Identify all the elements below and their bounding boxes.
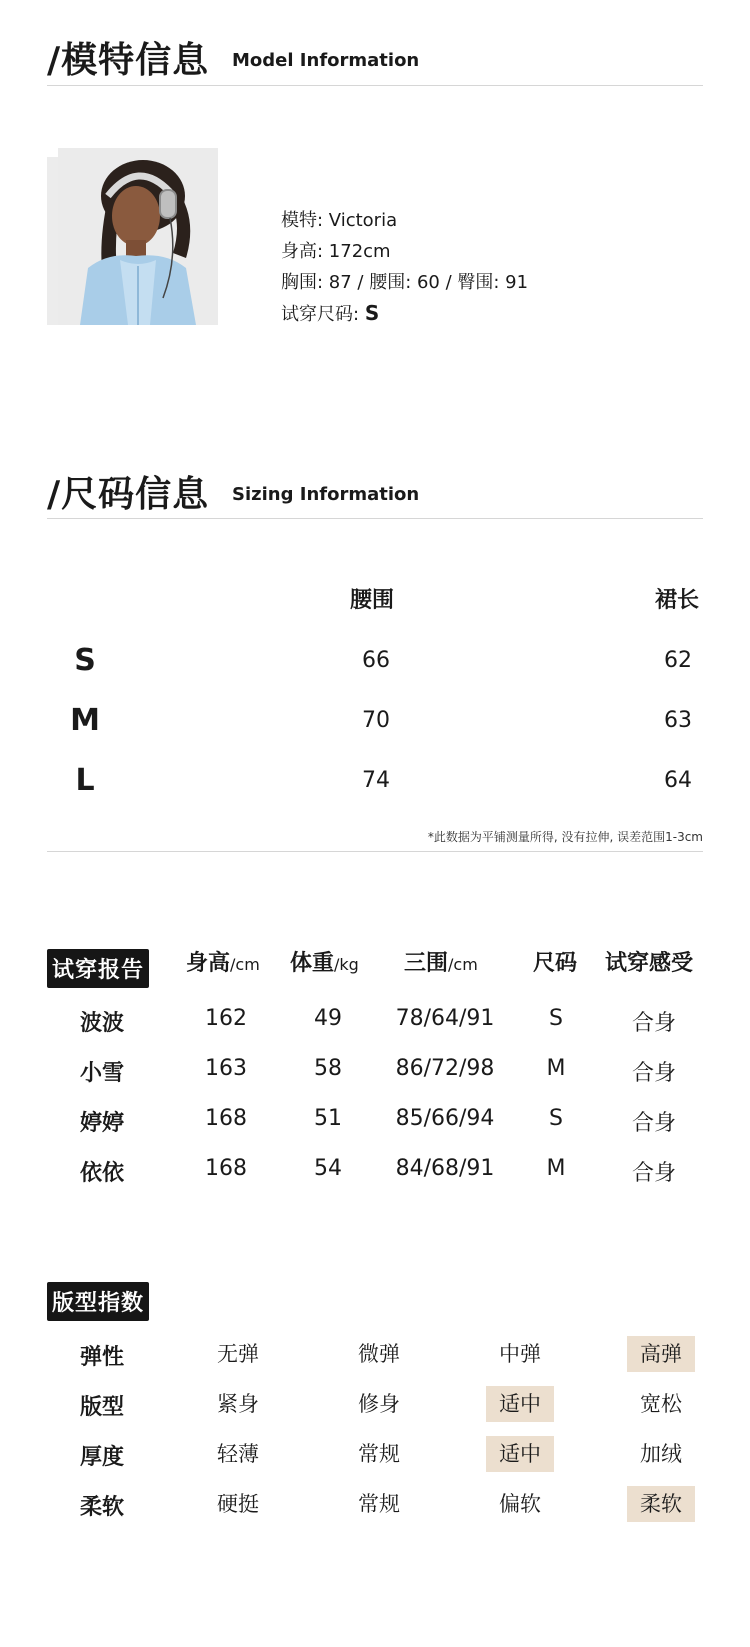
fit-option: 轻薄 (217, 1442, 259, 1466)
model-tried-size-line (281, 298, 528, 330)
size-col-length: 裙长 (655, 588, 700, 613)
size-waist-value: 66 (362, 648, 390, 673)
fit-option-selected: 高弹 (627, 1336, 695, 1372)
fit-row-label: 版型 (79, 1395, 124, 1420)
report-name: 婷婷 (79, 1111, 124, 1136)
model-measurements: 胸围: 87 / 腰围: 60 / 臀围: 91 (281, 272, 529, 293)
report-height: 168 (205, 1106, 247, 1131)
model-height-line: 身高: 172cm (281, 241, 391, 262)
fit-option-selected: 适中 (486, 1386, 554, 1422)
report-feel: 合身 (631, 1061, 676, 1086)
fit-option-selected: 柔软 (627, 1486, 695, 1522)
fit-row-label: 厚度 (79, 1445, 124, 1470)
size-length-value: 63 (664, 708, 692, 733)
report-feel: 合身 (631, 1011, 676, 1036)
report-measures: 78/64/91 (395, 1006, 495, 1031)
model-section-header (47, 32, 703, 92)
fit-option: 修身 (358, 1392, 400, 1416)
model-illustration (58, 148, 218, 325)
size-label: M (70, 703, 100, 738)
fit-option: 紧身 (217, 1392, 259, 1416)
model-section-title: /模特信息 (47, 40, 210, 81)
fit-row-label: 弹性 (79, 1345, 124, 1370)
size-length-value: 62 (664, 648, 692, 673)
measurement-note: *此数据为平铺测量所得, 没有拉伸, 误差范围1-3cm (427, 830, 703, 844)
fit-option-selected: 适中 (486, 1436, 554, 1472)
report-badge: 试穿报告 (47, 949, 149, 988)
model-name-line: 模特: Victoria (281, 210, 398, 231)
report-col-measures (404, 946, 478, 977)
report-weight: 51 (314, 1106, 342, 1131)
report-col-feel (605, 946, 693, 977)
report-measures: 85/66/94 (395, 1106, 495, 1131)
report-weight: 54 (314, 1156, 342, 1181)
model-height-label: 身高 (281, 241, 317, 262)
fit-option: 中弹 (499, 1342, 541, 1366)
fit-option: 宽松 (640, 1392, 682, 1416)
report-measures: 86/72/98 (395, 1056, 495, 1081)
report-col-weight (290, 946, 359, 977)
model-name-value: Victoria (328, 210, 398, 231)
report-name: 波波 (79, 1011, 124, 1036)
report-col-label: 试穿感受 (605, 951, 694, 976)
fit-option: 偏软 (499, 1492, 541, 1516)
size-waist-value: 74 (362, 768, 390, 793)
fit-option: 无弹 (217, 1342, 259, 1366)
report-size: M (546, 1156, 566, 1181)
size-label: L (75, 763, 95, 798)
model-height-value: 172cm (328, 241, 391, 262)
fit-option: 常规 (358, 1442, 400, 1466)
size-label: S (74, 643, 96, 678)
size-waist-value: 70 (362, 708, 390, 733)
report-weight: 58 (314, 1056, 342, 1081)
sizing-section-header (47, 466, 703, 526)
report-name: 小雪 (79, 1061, 124, 1086)
fit-row-label: 柔软 (79, 1495, 124, 1520)
model-tried-size-value: S (364, 301, 380, 325)
report-col-unit: /kg (334, 955, 359, 974)
report-feel: 合身 (631, 1161, 676, 1186)
report-name: 依依 (79, 1161, 124, 1186)
fit-option: 硬挺 (217, 1492, 259, 1516)
report-col-height (186, 946, 260, 977)
fit-option: 加绒 (640, 1442, 682, 1466)
model-photo (58, 148, 218, 325)
report-col-label: 尺码 (533, 951, 578, 976)
report-size: M (546, 1056, 566, 1081)
report-col-label: 体重 (290, 951, 335, 976)
report-size: S (549, 1106, 563, 1131)
report-height: 163 (205, 1056, 247, 1081)
report-feel: 合身 (631, 1111, 676, 1136)
size-length-value: 64 (664, 768, 692, 793)
model-tried-size-label: 试穿尺码: (281, 304, 360, 325)
report-height: 168 (205, 1156, 247, 1181)
sizing-section-title: /尺码信息 (47, 474, 210, 515)
report-height: 162 (205, 1006, 247, 1031)
size-col-waist: 腰围 (350, 588, 395, 613)
model-section-subtitle: Model Information (232, 50, 420, 71)
fit-option: 常规 (358, 1492, 400, 1516)
sizing-bottom-divider (47, 851, 703, 852)
report-col-label: 身高 (186, 951, 231, 976)
sizing-section-divider (47, 518, 703, 519)
report-size: S (549, 1006, 563, 1031)
report-col-size (533, 946, 577, 977)
model-info-block (281, 205, 528, 330)
report-col-unit: /cm (230, 955, 260, 974)
report-measures: 84/68/91 (395, 1156, 495, 1181)
sizing-section-subtitle: Sizing Information (232, 484, 420, 505)
fit-option: 微弹 (358, 1342, 400, 1366)
model-section-divider (47, 85, 703, 86)
report-weight: 49 (314, 1006, 342, 1031)
report-col-unit: /cm (448, 955, 478, 974)
report-col-label: 三围 (404, 951, 449, 976)
fit-badge: 版型指数 (47, 1282, 149, 1321)
model-name-label: 模特 (281, 210, 317, 231)
